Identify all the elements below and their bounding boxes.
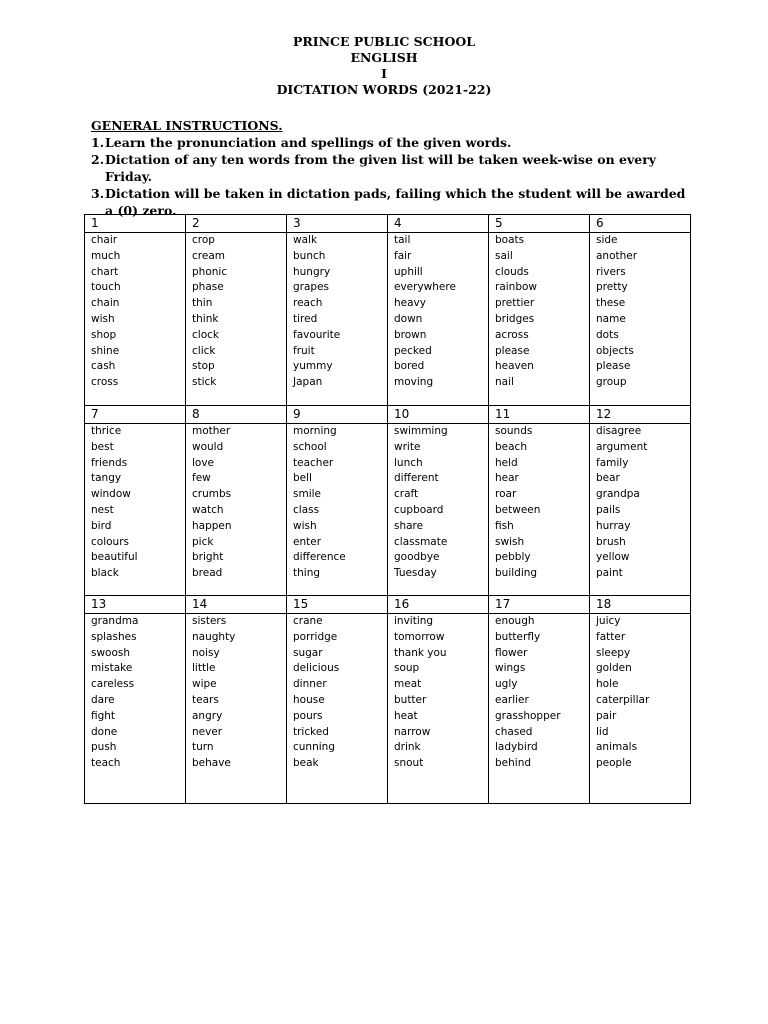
dictation-word: splashes [91,630,137,643]
dictation-words-table [84,214,691,804]
dictation-word: crumbs [192,488,232,501]
dictation-word: juicy [596,615,621,627]
dictation-word: shop [91,328,117,341]
dictation-word: pretty [596,281,628,294]
dictation-word: friends [91,456,128,469]
word-list [489,233,590,406]
dictation-word: across [495,328,529,341]
dictation-word: classmate [394,535,448,548]
dictation-word: tired [293,312,318,325]
dictation-word: mistake [91,662,133,675]
word-list [388,233,489,406]
dictation-word: clock [192,328,219,341]
dictation-word: phonic [192,265,228,278]
dictation-word: butterfly [495,630,541,643]
dictation-word: brush [596,535,626,548]
dictation-word: chain [91,297,120,310]
dictation-word: cream [192,249,225,262]
dictation-word: objects [596,344,634,357]
dictation-word: paint [596,567,623,580]
dictation-word: little [192,662,216,675]
dictation-word: teach [91,757,121,770]
dictation-word: write [394,440,421,453]
dictation-word: fish [495,519,514,532]
list-number: 2 [186,215,287,233]
dictation-word: sleepy [596,646,631,659]
dictation-word: stick [192,376,217,389]
dictation-word: stop [192,360,215,373]
dictation-word: swoosh [91,646,131,659]
dictation-word: hear [495,472,519,485]
dictation-word: think [192,312,219,325]
dictation-word: pebbly [495,551,531,564]
instruction-number: 2. [91,152,105,167]
dictation-word: tears [192,693,219,706]
dictation-word: craft [394,488,419,501]
dictation-word: hungry [293,265,331,278]
dictation-word: would [192,440,224,453]
dictation-word: wish [293,519,317,532]
dictation-word: wings [495,662,526,675]
word-list [388,614,489,804]
dictation-word: enough [495,615,535,627]
dictation-word: reach [293,297,323,310]
list-number-row [85,596,691,614]
dictation-word: pick [192,535,214,548]
dictation-word: best [91,440,114,453]
dictation-word: thrice [91,425,122,437]
school-name: PRINCE PUBLIC SCHOOL [292,34,476,49]
list-number: 5 [489,215,590,233]
word-list [590,424,691,596]
dictation-word: fair [394,249,412,262]
dictation-word: dots [596,328,619,341]
document-title: DICTATION WORDS (2021-22) [276,82,492,97]
dictation-word: share [394,519,424,532]
dictation-word: uphill [394,265,423,278]
dictation-word: bread [192,567,223,580]
dictation-word: morning [293,425,337,437]
dictation-word: building [495,567,538,580]
word-list [287,424,388,596]
dictation-word: roar [495,488,517,501]
dictation-word: favourite [293,328,341,341]
dictation-word: sounds [495,425,533,437]
dictation-word: mother [192,425,231,437]
dictation-word: thin [192,297,213,310]
dictation-word: narrow [394,725,431,738]
dictation-word: Japan [293,376,323,389]
dictation-word: heavy [394,297,426,310]
dictation-word: drink [394,741,421,754]
dictation-word: careless [91,678,135,691]
dictation-word: please [596,360,631,373]
dictation-word: hole [596,678,619,691]
dictation-word: dinner [293,678,327,691]
dictation-word: ugly [495,678,518,691]
dictation-word: yellow [596,551,630,564]
dictation-word: hurray [596,519,631,532]
dictation-word: nest [91,503,114,516]
word-list [489,614,590,804]
word-list [186,233,287,406]
dictation-word: love [192,456,215,469]
dictation-word: bear [596,472,620,485]
subject-name: ENGLISH [350,50,418,65]
dictation-word: everywhere [394,281,456,294]
dictation-word: beautiful [91,551,138,564]
dictation-word: phase [192,281,224,294]
dictation-word: bird [91,519,112,532]
word-list [388,424,489,596]
dictation-word: thank you [394,646,447,659]
dictation-word: held [495,456,518,469]
dictation-word: disagree [596,425,642,437]
dictation-word: fight [91,709,116,722]
dictation-word: grandma [91,615,139,627]
dictation-word: behind [495,757,532,770]
dictation-word: teacher [293,456,334,469]
dictation-word: noisy [192,646,220,659]
dictation-word: bored [394,360,425,373]
instruction-text: Dictation of any ten words from the given list will be taken week-wise on every Friday. [105,152,657,184]
list-number: 4 [388,215,489,233]
dictation-word: thing [293,567,321,580]
list-number: 12 [590,406,691,424]
word-list [186,424,287,596]
instruction-item [91,134,691,151]
dictation-word: tangy [91,472,122,485]
list-number: 6 [590,215,691,233]
list-number: 3 [287,215,388,233]
dictation-word: sugar [293,646,323,659]
dictation-word: swish [495,535,525,548]
dictation-word: never [192,725,223,738]
word-list [590,614,691,804]
dictation-word: pecked [394,344,432,357]
word-list [590,233,691,406]
word-list-row [85,233,691,406]
dictation-word: window [91,488,131,501]
list-number-row [85,406,691,424]
document-header [0,34,768,98]
list-number: 1 [85,215,186,233]
word-list [287,233,388,406]
list-number: 17 [489,596,590,614]
dictation-word: tail [394,234,411,246]
dictation-word: pair [596,709,617,722]
dictation-word: cunning [293,741,335,754]
dictation-word: sisters [192,615,227,627]
dictation-word: butter [394,693,427,706]
dictation-word: rivers [596,265,626,278]
dictation-word: delicious [293,662,340,675]
dictation-word: swimming [394,425,448,437]
dictation-word: chart [91,265,119,278]
dictation-word: meat [394,678,422,691]
dictation-word: Tuesday [394,567,437,580]
dictation-word: wish [91,312,115,325]
dictation-word: moving [394,376,434,389]
dictation-word: pails [596,503,621,516]
dictation-word: golden [596,662,632,675]
word-list [489,424,590,596]
dictation-word: much [91,249,121,262]
dictation-word: tricked [293,725,329,738]
dictation-word: behave [192,757,231,770]
dictation-word: few [192,472,211,485]
instructions-section [91,117,691,219]
dictation-word: porridge [293,630,338,643]
instruction-text: Dictation will be taken in dictation pads, failing which the student will be awarded a (0) zero. [105,186,686,218]
dictation-word: fatter [596,630,626,643]
word-list-row [85,424,691,596]
dictation-word: please [495,344,530,357]
instruction-text: Learn the pronunciation and spellings of the given words. [105,135,512,150]
list-number: 14 [186,596,287,614]
dictation-word: crane [293,615,323,627]
instruction-number: 3. [91,186,105,201]
list-number: 7 [85,406,186,424]
instruction-number: 1. [91,135,105,150]
dictation-word: walk [293,234,318,246]
dictation-word: happen [192,519,232,532]
dictation-word: bell [293,472,312,485]
dictation-word: these [596,297,626,310]
dictation-word: animals [596,741,638,754]
dictation-word: black [91,567,119,580]
dictation-word: school [293,440,327,453]
word-list [85,424,186,596]
list-number: 15 [287,596,388,614]
dictation-word: beak [293,757,319,770]
list-number: 18 [590,596,691,614]
dictation-word: inviting [394,615,434,627]
dictation-word: different [394,472,439,485]
dictation-word: bright [192,551,224,564]
dictation-word: between [495,503,541,516]
dictation-word: name [596,312,626,325]
list-number: 16 [388,596,489,614]
dictation-word: touch [91,281,121,294]
dictation-word: grapes [293,281,330,294]
dictation-word: people [596,757,632,770]
dictation-word: bridges [495,312,535,325]
dictation-word: side [596,234,618,246]
dictation-word: class [293,503,320,516]
dictation-word: turn [192,741,214,754]
dictation-word: down [394,312,423,325]
dictation-word: click [192,344,216,357]
dictation-word: caterpillar [596,693,650,706]
dictation-word: another [596,249,638,262]
dictation-word: clouds [495,265,529,278]
dictation-word: bunch [293,249,326,262]
word-list [186,614,287,804]
dictation-word: cash [91,360,116,373]
dictation-word: sail [495,249,513,262]
dictation-word: chair [91,234,118,246]
dictation-word: done [91,725,118,738]
class-name: I [381,66,387,81]
dictation-word: argument [596,440,648,453]
dictation-word: wipe [192,678,217,691]
word-list [85,233,186,406]
list-number: 11 [489,406,590,424]
word-list [287,614,388,804]
dictation-word: ladybird [495,741,538,754]
dictation-word: snout [394,757,424,770]
dictation-word: heaven [495,360,534,373]
list-number-row [85,215,691,233]
dictation-word: fruit [293,344,315,357]
dictation-word: family [596,456,629,469]
instructions-heading: GENERAL INSTRUCTIONS. [91,118,283,133]
list-number: 9 [287,406,388,424]
dictation-word: enter [293,535,322,548]
dictation-word: boats [495,234,525,246]
dictation-word: lid [596,725,609,738]
dictation-word: yummy [293,360,333,373]
dictation-word: angry [192,709,223,722]
dictation-word: push [91,741,117,754]
list-number: 13 [85,596,186,614]
list-number: 8 [186,406,287,424]
dictation-word: smile [293,488,321,501]
dictation-word: house [293,693,325,706]
dictation-word: goodbye [394,551,440,564]
dictation-word: heat [394,709,418,722]
dictation-word: nail [495,376,514,389]
dictation-word: group [596,376,627,389]
dictation-word: grandpa [596,488,640,501]
dictation-word: crop [192,234,215,246]
dictation-word: difference [293,551,346,564]
dictation-word: brown [394,328,427,341]
dictation-word: grasshopper [495,709,561,722]
dictation-word: flower [495,646,528,659]
dictation-word: pours [293,709,323,722]
dictation-word: cupboard [394,503,444,516]
dictation-word: rainbow [495,281,537,294]
instruction-item [91,151,691,185]
dictation-word: soup [394,662,420,675]
dictation-word: prettier [495,297,535,310]
dictation-word: watch [192,503,224,516]
dictation-word: dare [91,693,115,706]
word-list [85,614,186,804]
word-list-row [85,614,691,804]
list-number: 10 [388,406,489,424]
dictation-word: naughty [192,630,236,643]
dictation-word: shine [91,344,120,357]
dictation-word: colours [91,535,129,548]
dictation-word: lunch [394,456,423,469]
dictation-word: tomorrow [394,630,445,643]
dictation-word: beach [495,440,527,453]
dictation-word: chased [495,725,533,738]
dictation-word: earlier [495,693,529,706]
dictation-word: cross [91,376,119,389]
